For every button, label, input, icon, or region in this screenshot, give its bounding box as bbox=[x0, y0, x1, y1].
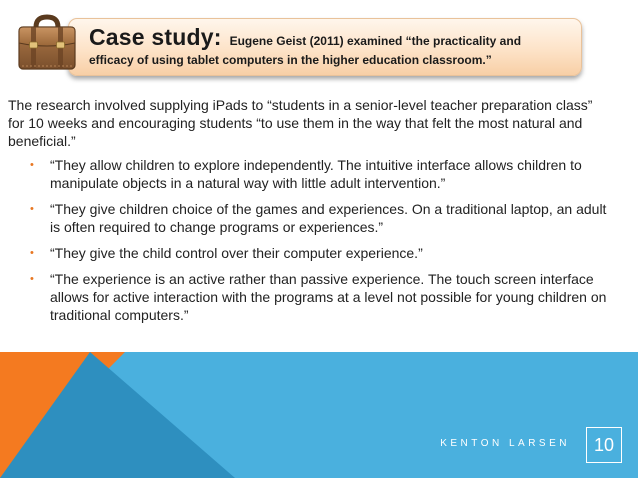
bullet-dot: • bbox=[30, 273, 34, 285]
list-item-text: “The experience is an active rather than passive experience. The touch screen interface allows for active interaction with the programs at a level not possible for young children on traditional computers.” bbox=[50, 271, 607, 323]
title-banner bbox=[68, 18, 582, 76]
footer-decoration bbox=[0, 352, 638, 478]
list-item bbox=[30, 270, 615, 324]
list-item bbox=[30, 200, 615, 236]
intro-paragraph: The research involved supplying iPads to “students in a senior-level teacher preparation class” for 10 weeks and encouraging students “to use them in the way that felt the most natural and beneficial.” bbox=[8, 97, 593, 149]
slide-subtitle-line-1: Eugene Geist (2011) examined “the practicality and bbox=[229, 34, 522, 48]
list-item-text: “They give children choice of the games and experiences. On a traditional laptop, an adult is often required to change programs or experiences.” bbox=[50, 201, 607, 235]
list-item-text: “They allow children to explore independently. The intuitive interface allows children to manipulate objects in a natural way with little adult intervention.” bbox=[50, 157, 582, 191]
author-name: KENTON LARSEN bbox=[440, 438, 570, 449]
page-number: 10 bbox=[586, 427, 622, 463]
list-item bbox=[30, 156, 615, 192]
briefcase-icon bbox=[14, 10, 80, 76]
title-line-1 bbox=[89, 24, 521, 51]
slide-subtitle-line-2: efficacy of using tablet computers in the higher education classroom.” bbox=[89, 53, 492, 67]
list-item-text: “They give the child control over their computer experience.” bbox=[50, 245, 423, 261]
list-item bbox=[30, 244, 615, 262]
bullet-dot: • bbox=[30, 247, 34, 259]
footer bbox=[0, 352, 638, 478]
quote-list bbox=[30, 156, 615, 332]
bullet-dot: • bbox=[30, 159, 34, 171]
bullet-dot: • bbox=[30, 203, 34, 215]
slide-title: Case study: bbox=[89, 24, 222, 50]
